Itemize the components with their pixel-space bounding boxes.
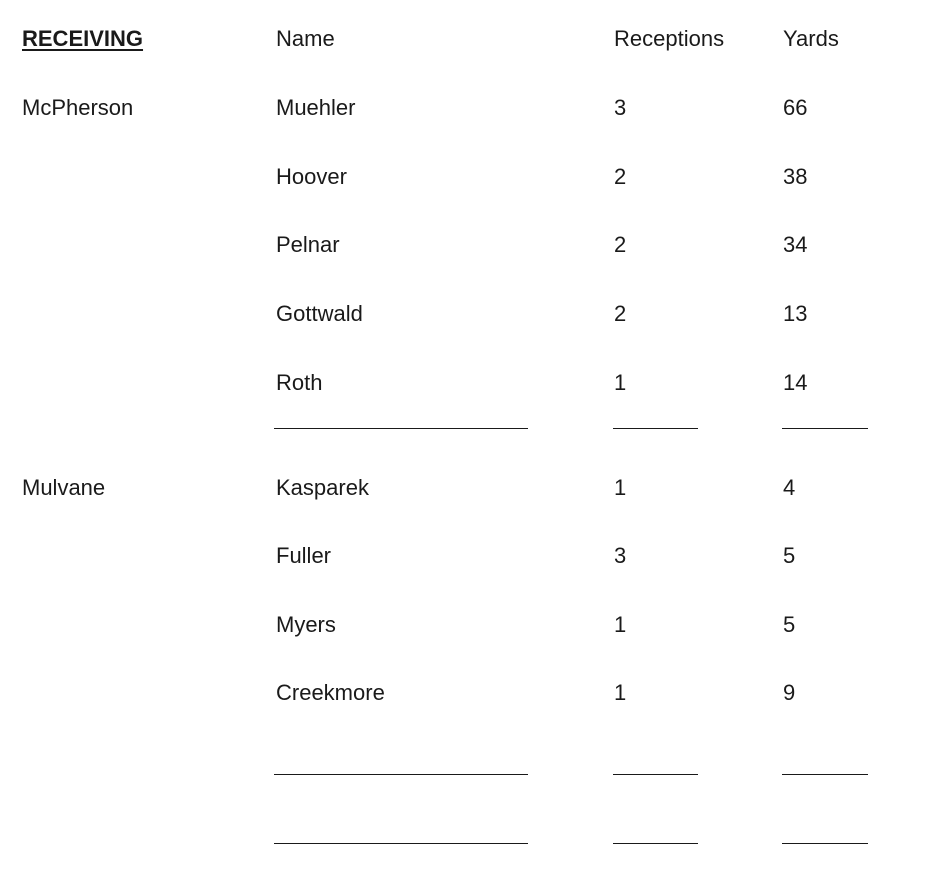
player-yards: 14: [783, 370, 808, 395]
player-name: Creekmore: [276, 680, 385, 705]
column-header-receptions: Receptions: [614, 26, 725, 51]
blank-line-receptions: [613, 843, 698, 844]
column-header-name: Name: [276, 26, 335, 51]
table-row: [0, 471, 944, 505]
player-receptions: 1: [614, 612, 627, 637]
player-yards: 34: [783, 232, 808, 257]
player-name: Myers: [276, 612, 336, 637]
player-yards: 9: [783, 680, 796, 705]
table-row: [0, 608, 944, 642]
team-name: McPherson: [22, 95, 134, 120]
player-yards: 4: [783, 475, 796, 500]
team-name: Mulvane: [22, 475, 106, 500]
player-name: Roth: [276, 370, 323, 395]
player-yards: 38: [783, 164, 808, 189]
blank-line-name: [274, 428, 528, 429]
table-row: [0, 297, 944, 331]
blank-line-name: [274, 774, 528, 775]
table-row: [0, 676, 944, 710]
blank-line-receptions: [613, 428, 698, 429]
blank-line-yards: [782, 428, 868, 429]
player-name: Muehler: [276, 95, 356, 120]
column-header-yards: Yards: [783, 26, 839, 51]
player-receptions: 1: [614, 475, 627, 500]
table-row: [0, 160, 944, 194]
player-yards: 13: [783, 301, 808, 326]
player-receptions: 2: [614, 232, 627, 257]
player-receptions: 3: [614, 543, 627, 568]
blank-line-yards: [782, 774, 868, 775]
blank-line-receptions: [613, 774, 698, 775]
player-receptions: 3: [614, 95, 627, 120]
player-name: Fuller: [276, 543, 332, 568]
blank-line-yards: [782, 843, 868, 844]
player-receptions: 2: [614, 164, 627, 189]
player-receptions: 1: [614, 370, 627, 395]
table-row: [0, 539, 944, 573]
player-name: Pelnar: [276, 232, 340, 257]
blank-line-name: [274, 843, 528, 844]
table-row: [0, 366, 944, 400]
player-name: Hoover: [276, 164, 347, 189]
player-yards: 5: [783, 612, 796, 637]
player-receptions: 1: [614, 680, 627, 705]
player-yards: 5: [783, 543, 796, 568]
player-yards: 66: [783, 95, 808, 120]
section-title: RECEIVING: [22, 26, 144, 51]
player-name: Gottwald: [276, 301, 363, 326]
player-name: Kasparek: [276, 475, 369, 500]
header-row: [0, 22, 944, 56]
player-receptions: 2: [614, 301, 627, 326]
table-row: [0, 228, 944, 262]
table-row: [0, 91, 944, 125]
